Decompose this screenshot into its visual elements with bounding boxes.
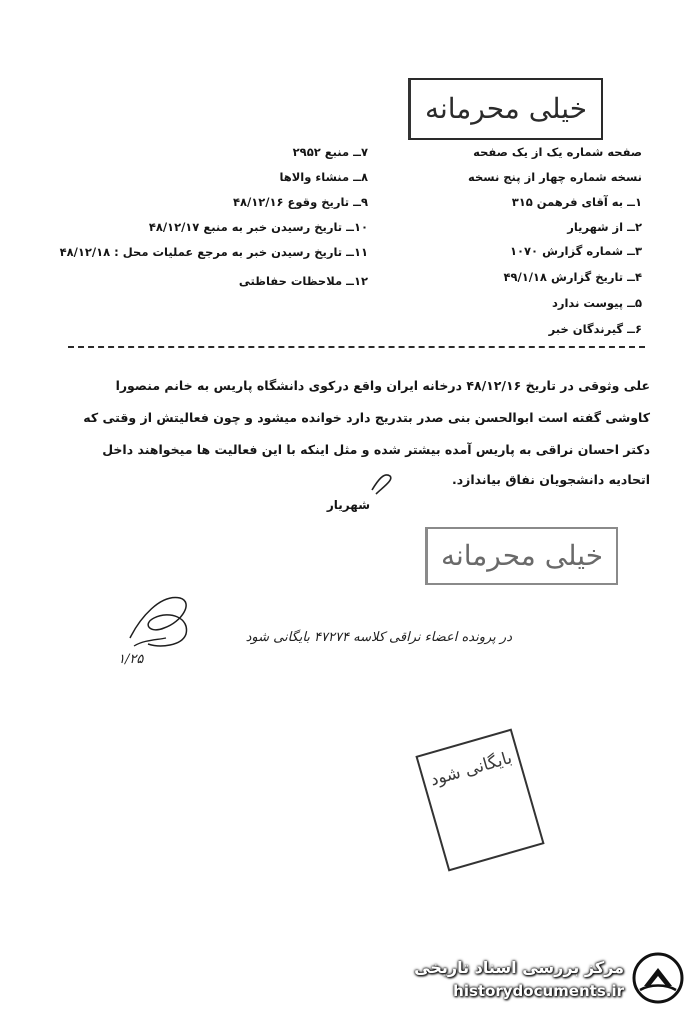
- body-line-3: دکتر احسان نراقی به پاریس آمده بیشتر شده و مثل اینکه با این فعالیت ها میخواهند داخل: [102, 442, 650, 457]
- classification-stamp-top: خیلی محرمانه: [408, 78, 603, 140]
- handwritten-note: در پرونده اعضاء نراقی کلاسه ۴۷۲۷۴ بایگانی شود: [245, 630, 512, 645]
- report-number-field: ۳ــ شماره گزارش ۱۰۷۰: [509, 244, 642, 258]
- initial-mark-icon: [368, 468, 398, 498]
- origin-field: ۸ــ منشاء والاها: [279, 170, 368, 184]
- handwritten-date: ۱/۲۵: [118, 652, 144, 667]
- remarks-field: ۱۲ــ ملاحظات حفاظتی: [238, 274, 368, 288]
- received-date-field: ۱۰ــ تاریخ رسیدن خبر به منبع ۴۸/۱۲/۱۷: [148, 220, 368, 234]
- archive-box-stamp: بایگانی شود: [415, 729, 544, 872]
- info-recipients-field: ۶ــ گیرندگان خبر: [548, 322, 642, 336]
- signer-name: شهریار: [326, 498, 370, 512]
- body-line-4: اتحادیه دانشجویان نفاق بیاندازد.: [451, 472, 650, 487]
- attachment-field: ۵ــ پیوست ندارد: [551, 296, 642, 310]
- copy-info: نسخه شماره چهار از پنج نسخه: [467, 170, 642, 184]
- source-field: ۷ــ منبع ۲۹۵۲: [292, 145, 368, 159]
- watermark-org-name: مرکز بررسی اسناد تاریخی: [414, 958, 624, 977]
- event-date-field: ۹ــ تاریخ وقوع ۴۸/۱۲/۱۶: [232, 195, 368, 209]
- page-info: صفحه شماره یک از یک صفحه: [473, 145, 642, 159]
- body-line-2: کاوشی گفته است ابوالحسن بنی صدر بتدریج دارد خوانده میشود و چون فعالیتش از وقتی که: [83, 410, 650, 425]
- report-date-field: ۴ــ تاریخ گزارش ۴۹/۱/۱۸: [503, 270, 642, 284]
- body-line-1: علی وثوقی در تاریخ ۴۸/۱۲/۱۶ درخانه ایران واقع درکوی دانشگاه پاریس به خانم منصورا: [115, 378, 650, 393]
- header-divider: [68, 346, 645, 348]
- watermark-url: historydocuments.ir: [453, 982, 624, 1000]
- book-logo-icon: [630, 950, 686, 1006]
- sender-field: ۲ــ از شهریار: [567, 220, 642, 234]
- classification-stamp-middle: خیلی محرمانه: [425, 527, 618, 585]
- recipient-field: ۱ــ به آقای فرهمن ۳۱۵: [511, 195, 642, 209]
- handwritten-signature-icon: [120, 588, 200, 658]
- ops-date-field: ۱۱ــ تاریخ رسیدن خبر به مرجع عملیات محل : ۴۸/۱۲/۱۸: [59, 245, 368, 259]
